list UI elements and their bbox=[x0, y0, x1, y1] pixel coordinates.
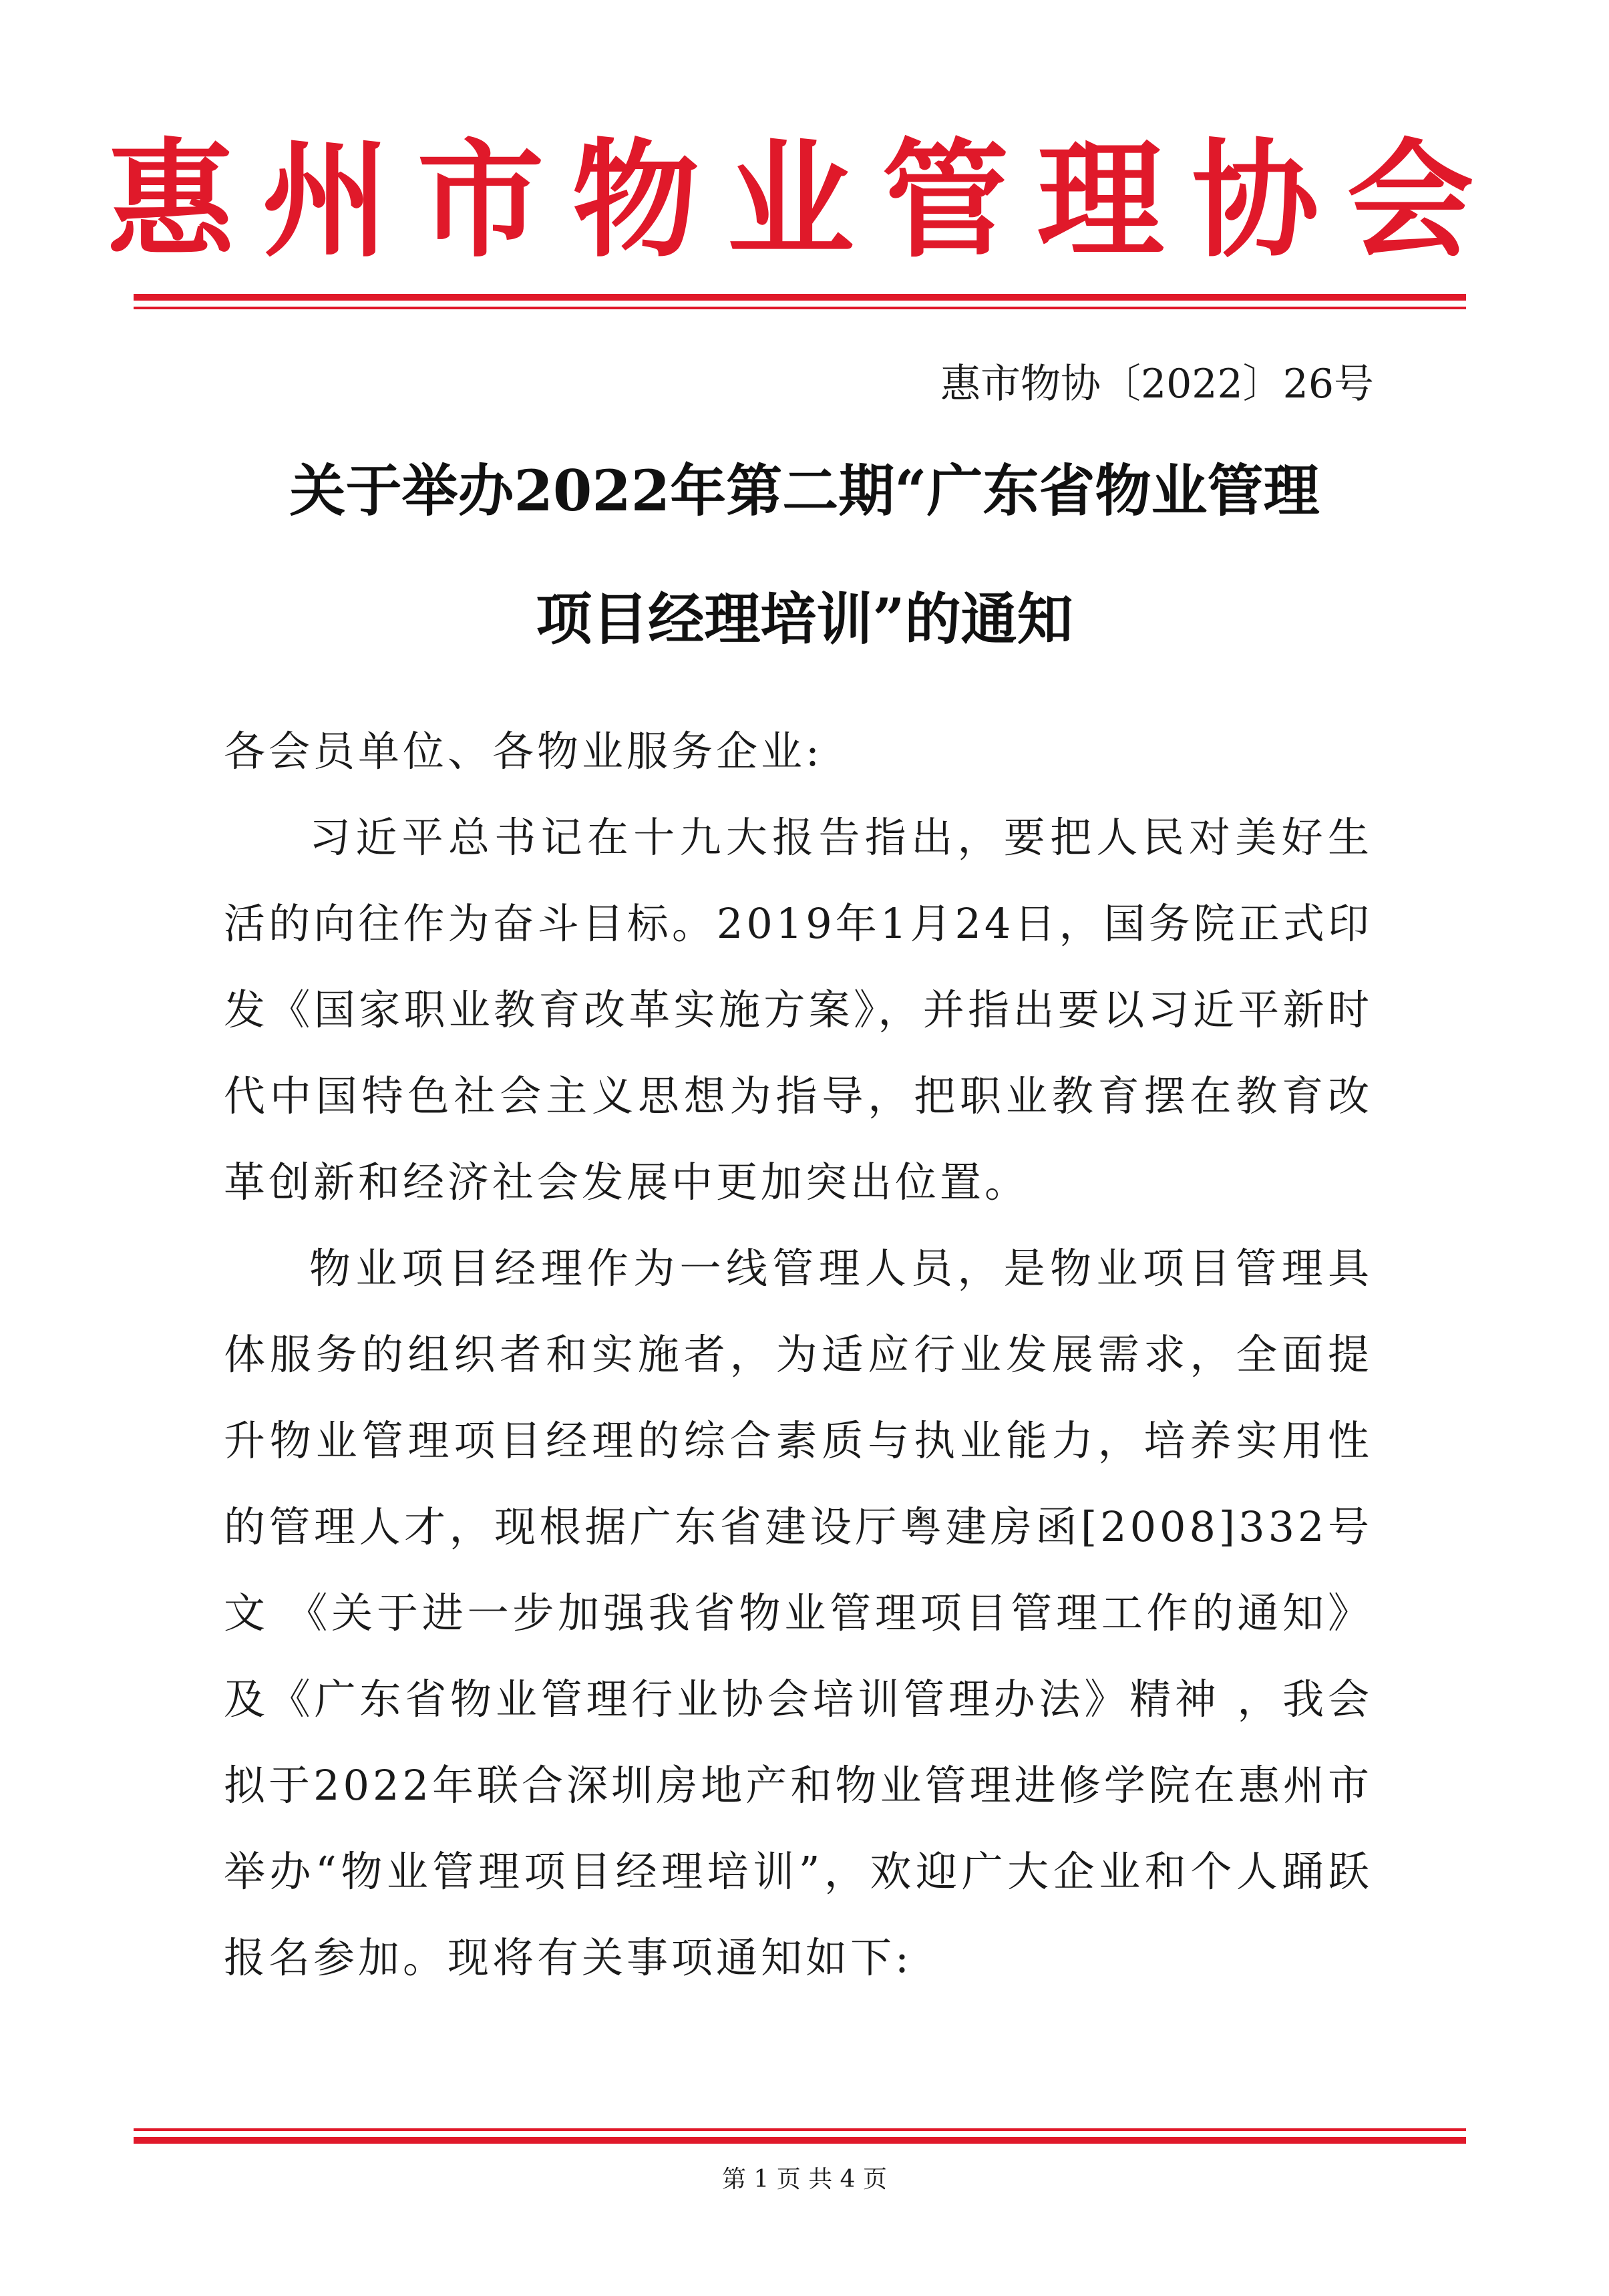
body-paragraph-2: 物业项目经理作为一线管理人员，是物业项目管理具体服务的组织者和实施者，为适应行业发展需求，全面提升物业管理项目经理的综合素质与执业能力，培养实用性的管理人才，现根据广东省建设厅粤建房函[2008]332号文 《关于进一步加强我省物业管理项目管理工作的通知》及《广东省物业管理行业协会培训管理办法》精神 ，我会拟于2022年联合深圳房地产和物业管理进修学院在惠州市举办“物业管理项目经理培训”，欢迎广大企业和个人踊跃报名参加。现将有关事项通知如下: bbox=[224, 1244, 1373, 1982]
document-title-line-1: 关于举办2022年第二期“广东省物业管理 bbox=[289, 458, 1320, 524]
masthead-rule-thick bbox=[134, 294, 1466, 301]
document-number: 惠市物协〔2022〕26号 bbox=[940, 361, 1374, 407]
salutation: 各会员单位、各物业服务企业: bbox=[224, 727, 823, 776]
masthead-org-name: 惠州市物业管理协会 bbox=[107, 126, 1502, 275]
body-paragraph-1: 习近平总书记在十九大报告指出，要把人民对美好生活的向往作为奋斗目标。2019年1月24日，国务院正式印发《国家职业教育改革实施方案》，并指出要以习近平新时代中国特色社会主义思想为指导，把职业教育摆在教育改革创新和经济社会发展中更加突出位置。 bbox=[224, 813, 1373, 1206]
document-title-line-2: 项目经理培训”的通知 bbox=[536, 586, 1073, 652]
document-body bbox=[224, 708, 1373, 2001]
footer-rule-thick bbox=[134, 2137, 1466, 2144]
masthead-rule-thin bbox=[134, 307, 1466, 309]
footer-rule-thin bbox=[134, 2128, 1466, 2131]
page-number: 第 1 页 共 4 页 bbox=[721, 2166, 888, 2193]
